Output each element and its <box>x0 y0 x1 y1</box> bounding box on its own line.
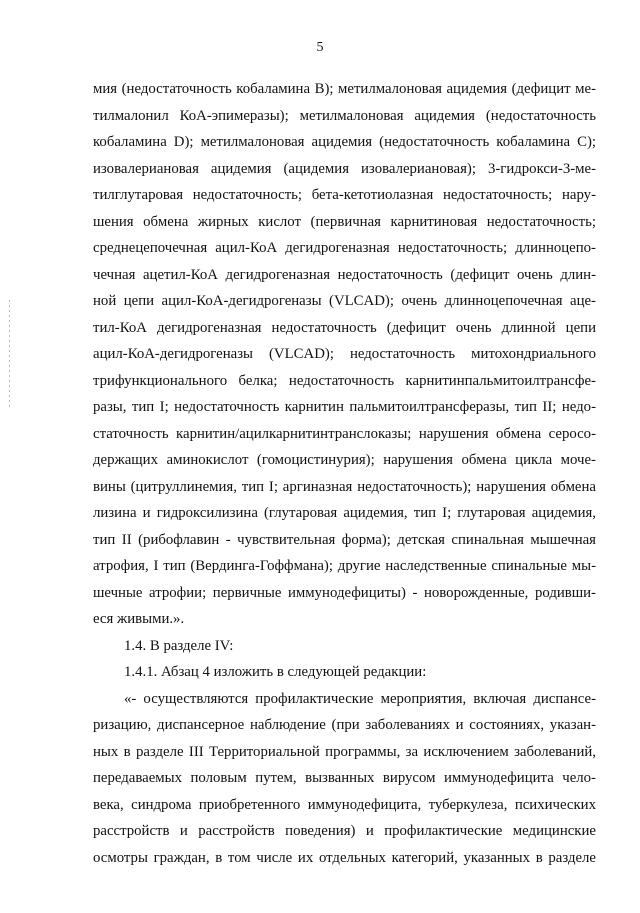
text-line: ной цепи ацил-КоА-дегидрогеназы (VLCAD); очень длинноцепочечная аце- <box>93 293 596 309</box>
text-line: тип II (рибофлавин - чувствительная форма); детская спинальная мышечная <box>93 531 596 548</box>
text-line: тил-КоА дегидрогеназная недостаточность (дефицит очень длинной цепи <box>93 319 596 336</box>
text-line: среднецепочечная ацил-КоА дегидрогеназная недостаточность; длинноцепо- <box>93 240 596 256</box>
text-line: вины (цитруллинемия, тип I; аргиназная недостаточность); нарушения обмена <box>93 478 596 495</box>
text-line: мия (недостаточность кобаламина В); метилмалоновая ацидемия (дефицит ме- <box>93 81 596 97</box>
text-line: ных в разделе III Территориальной программы, за исключением заболеваний, <box>93 743 596 760</box>
text-line: передаваемых половым путем, вызванных вирусом иммунодефицита чело- <box>93 770 596 786</box>
text-line: чечная ацетил-КоА дегидрогеназная недостаточность (дефицит очень длин- <box>93 266 596 283</box>
text-line: века, синдрома приобретенного иммунодефицита, туберкулеза, психических <box>93 796 596 813</box>
scan-edge-mark <box>9 300 10 410</box>
text-line: держащих аминокислот (гомоцистинурия); нарушения обмена цикла моче- <box>93 452 596 468</box>
text-line: шения обмена жирных кислот (первичная карнитиновая недостаточность; <box>93 213 596 230</box>
text-line: изовалериановая ацидемия (ацидемия изовалериановая); 3-гидрокси-3-ме- <box>93 160 596 177</box>
text-line: атрофия, I тип (Вердинга-Гоффмана); другие наследственные спинальные мы- <box>93 558 596 574</box>
text-line: тилмалонил КоА-эпимеразы); метилмалоновая ацидемия (недостаточность <box>93 107 596 124</box>
text-line: разы, тип I; недостаточность карнитин пальмитоилтрансферазы, тип II; недо- <box>93 399 596 415</box>
text-line: кобаламина D); метилмалоновая ацидемия (недостаточность кобаламина С); <box>93 134 596 150</box>
text-line: шечные атрофии; первичные иммунодефициты) - новорожденные, родивши- <box>93 584 596 601</box>
text-line: 1.4.1. Абзац 4 изложить в следующей редакции: <box>124 664 427 680</box>
text-line: ацил-КоА-дегидрогеназы (VLCAD); недостаточность митохондриального <box>93 346 596 362</box>
text-line: расстройств и расстройств поведения) и профилактические медицинские <box>93 823 596 839</box>
page-number: 5 <box>316 40 324 55</box>
text-line: статочность карнитин/ацилкарнитинтранслоказы; нарушения обмена серосо- <box>93 425 596 442</box>
text-line: ризацию, диспансерное наблюдение (при заболеваниях и состояниях, указан- <box>93 717 596 733</box>
body-text <box>93 76 596 871</box>
text-line: «- осуществляются профилактические мероприятия, включая диспансе- <box>124 690 596 707</box>
text-line: еся живыми.». <box>93 611 185 627</box>
text-line: 1.4. В разделе IV: <box>124 637 234 654</box>
text-line: тилглутаровая недостаточность; бета-кетотиолазная недостаточность; нару- <box>93 187 596 203</box>
text-line: осмотры граждан, в том числе их отдельных категорий, указанных в разделе <box>93 849 596 866</box>
text-line: трифункционального белка; недостаточность карнитинпальмитоилтрансфе- <box>93 372 596 389</box>
text-line: лизина и гидроксилизина (глутаровая ацидемия, тип I; глутаровая ацидемия, <box>93 505 596 521</box>
